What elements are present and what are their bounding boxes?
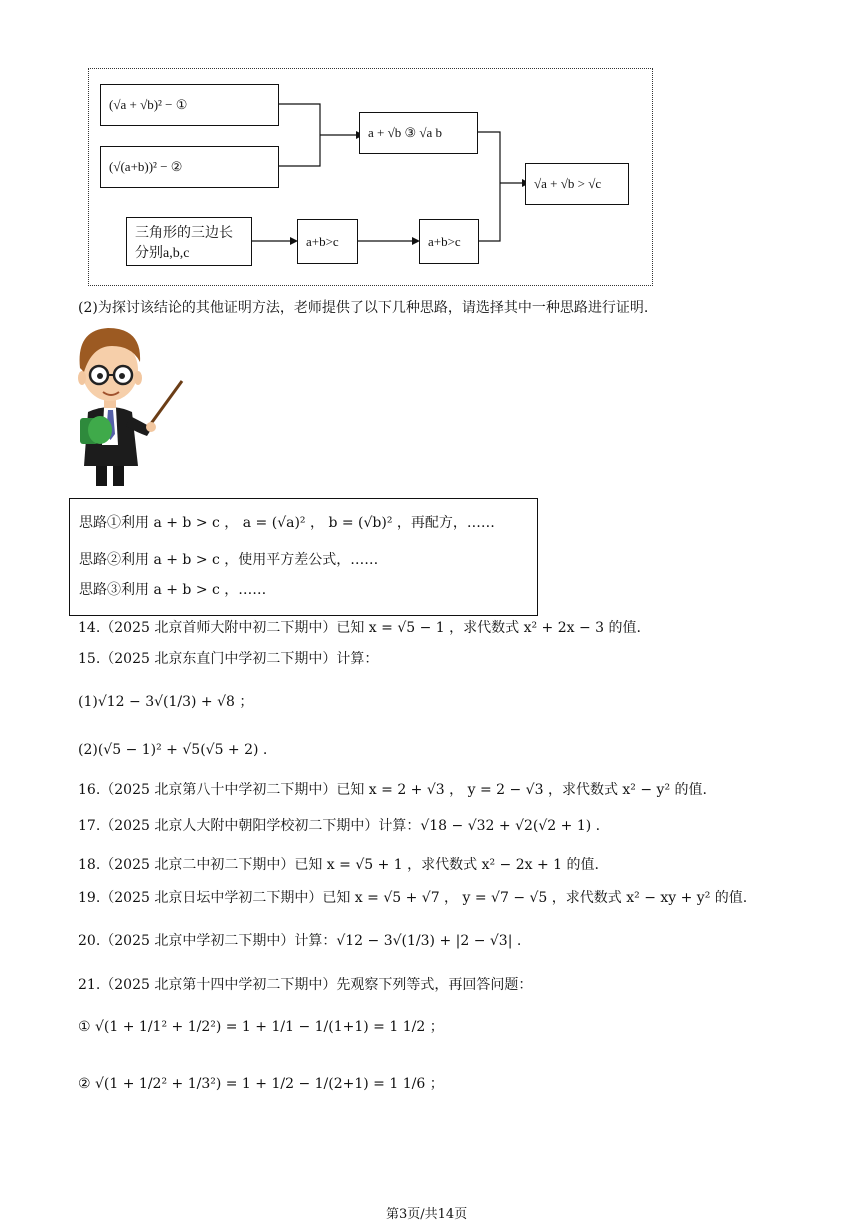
question-21-eq-1: ① √(1 + 1/1² + 1/2²) = 1 + 1/1 − 1/(1+1) = 1 1/2 ； bbox=[78, 1019, 444, 1035]
question-17: 17.（2025 北京人大附中朝阳学校初二下期中）计算：√18 − √32 + √2(√2 + 1) . bbox=[78, 818, 601, 834]
question-2-text: (2)为探讨该结论的其他证明方法，老师提供了以下几种思路，请选择其中一种思路进行证明. bbox=[78, 300, 649, 316]
question-16: 16.（2025 北京第八十中学初二下期中）已知 x = 2 + √3 ， y = 2 − √3 ，求代数式 x² − y² 的值. bbox=[78, 782, 707, 798]
flow-box-5-line2: 分别a,b,c bbox=[135, 245, 190, 261]
flow-box-4-text: √a + √b > √c bbox=[534, 176, 602, 191]
flow-box-5-line1: 三角形的三边长 bbox=[135, 225, 233, 241]
flow-box-3-text: a + √b ③ √a b bbox=[368, 125, 443, 140]
question-20: 20.（2025 北京中学初二下期中）计算：√12 − 3√(1/3) + |2 − √3| . bbox=[78, 933, 522, 949]
flow-box-6-text: a+b>c bbox=[306, 233, 339, 249]
question-15-part-1: (1)√12 − 3√(1/3) + √8 ； bbox=[78, 694, 254, 710]
question-21-eq-2: ② √(1 + 1/2² + 1/3²) = 1 + 1/2 − 1/(2+1) = 1 1/6 ； bbox=[78, 1076, 444, 1092]
hint-1: 思路①利用 a + b > c ， a = (√a)² ， b = (√b)² ，再配方，…… bbox=[79, 515, 495, 531]
flow-box-7-text: a+b>c bbox=[428, 233, 461, 249]
flow-box-1-text: (√a + √b)² − ① bbox=[109, 97, 188, 112]
hint-2: 思路②利用 a + b > c ，使用平方差公式，…… bbox=[79, 552, 379, 568]
page-footer: 第3页/共14页 bbox=[386, 1207, 468, 1222]
question-21: 21.（2025 北京第十四中学初二下期中）先观察下列等式，再回答问题： bbox=[78, 977, 533, 993]
hint-3: 思路③利用 a + b > c ，…… bbox=[79, 582, 267, 598]
teacher-illustration bbox=[0, 0, 868, 500]
flow-box-2-text: (√(a+b))² − ② bbox=[109, 159, 183, 174]
question-15-part-2: (2)(√5 − 1)² + √5(√5 + 2) . bbox=[78, 742, 268, 758]
question-18: 18.（2025 北京二中初二下期中）已知 x = √5 + 1 ，求代数式 x² − 2x + 1 的值. bbox=[78, 857, 599, 873]
question-15: 15.（2025 北京东直门中学初二下期中）计算： bbox=[78, 651, 379, 667]
question-19: 19.（2025 北京日坛中学初二下期中）已知 x = √5 + √7 ， y = √7 − √5 ，求代数式 x² − xy + y² 的值. bbox=[78, 890, 748, 906]
question-14: 14.（2025 北京首师大附中初二下期中）已知 x = √5 − 1 ，求代数式 x² + 2x − 3 的值. bbox=[78, 620, 641, 636]
